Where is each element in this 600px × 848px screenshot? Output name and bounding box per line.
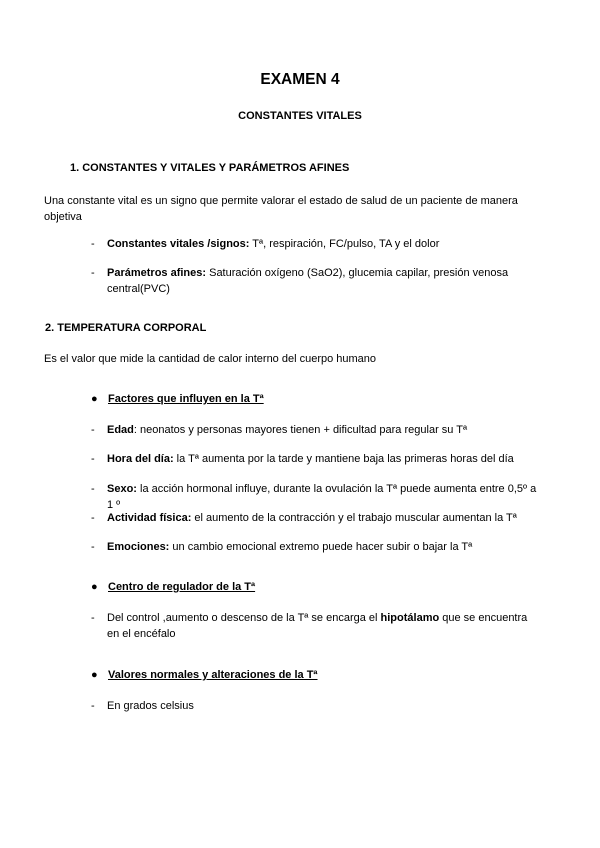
item-text-bold: hipotálamo — [380, 612, 440, 624]
dash-marker: - — [91, 424, 95, 436]
center-heading-label: Centro de regulador de la Tª — [108, 581, 256, 593]
dash-marker: - — [91, 453, 95, 465]
dash-marker: - — [91, 541, 95, 553]
bullet-marker: ● — [91, 393, 98, 405]
item-label: Constantes vitales /signos: — [107, 238, 250, 250]
item-label: Sexo: — [107, 483, 137, 495]
item-label: Parámetros afines: — [107, 267, 207, 279]
section-2-heading: 2. TEMPERATURA CORPORAL — [45, 322, 207, 334]
dash-marker: - — [91, 512, 95, 524]
item-text: : neonatos y personas mayores tienen + dificultad para regular su Tª — [133, 424, 468, 436]
dash-marker: - — [91, 700, 95, 712]
item-text: la Tª aumenta por la tarde y mantiene baja las primeras horas del día — [173, 453, 514, 465]
factors-heading-label: Factores que influyen en la Tª — [108, 393, 264, 405]
item-label: Edad — [107, 424, 134, 436]
values-heading-label: Valores normales y alteraciones de la Tª — [108, 669, 318, 681]
item-text: Saturación oxígeno (SaO2), glucemia capilar, presión venosa central(PVC) — [107, 267, 509, 295]
bullet-marker: ● — [91, 581, 98, 593]
item-text: un cambio emocional extremo puede hacer subir o bajar la Tª — [169, 541, 473, 553]
item-text: el aumento de la contracción y el trabajo muscular aumentan la Tª — [191, 512, 517, 524]
item-label: Actividad física: — [107, 512, 192, 524]
section-1-heading: 1. CONSTANTES Y VITALES Y PARÁMETROS AFINES — [70, 162, 350, 174]
dash-marker: - — [91, 238, 95, 250]
item-text: la acción hormonal influye, durante la ovulación la Tª puede aumenta entre 0,5º a 1 º — [107, 483, 537, 511]
dash-marker: - — [91, 267, 95, 279]
section-1-intro: Una constante vital es un signo que permite valorar el estado de salud de un paciente de manera objetiva — [44, 195, 518, 223]
item-label: Hora del día: — [107, 453, 174, 465]
item-text: En grados celsius — [107, 700, 194, 712]
document-subtitle: CONSTANTES VITALES — [238, 110, 362, 122]
section-2-intro: Es el valor que mide la cantidad de calor interno del cuerpo humano — [44, 353, 377, 365]
item-text-pre: Del control ,aumento o descenso de la Tª se encarga el — [107, 612, 381, 624]
document-title: EXAMEN 4 — [260, 71, 340, 88]
bullet-marker: ● — [91, 669, 98, 681]
item-text-post: que se encuentra en el encéfalo — [107, 612, 528, 640]
dash-marker: - — [91, 612, 95, 624]
dash-marker: - — [91, 483, 95, 495]
item-text: Tª, respiración, FC/pulso, TA y el dolor — [249, 238, 440, 250]
item-label: Emociones: — [107, 541, 170, 553]
